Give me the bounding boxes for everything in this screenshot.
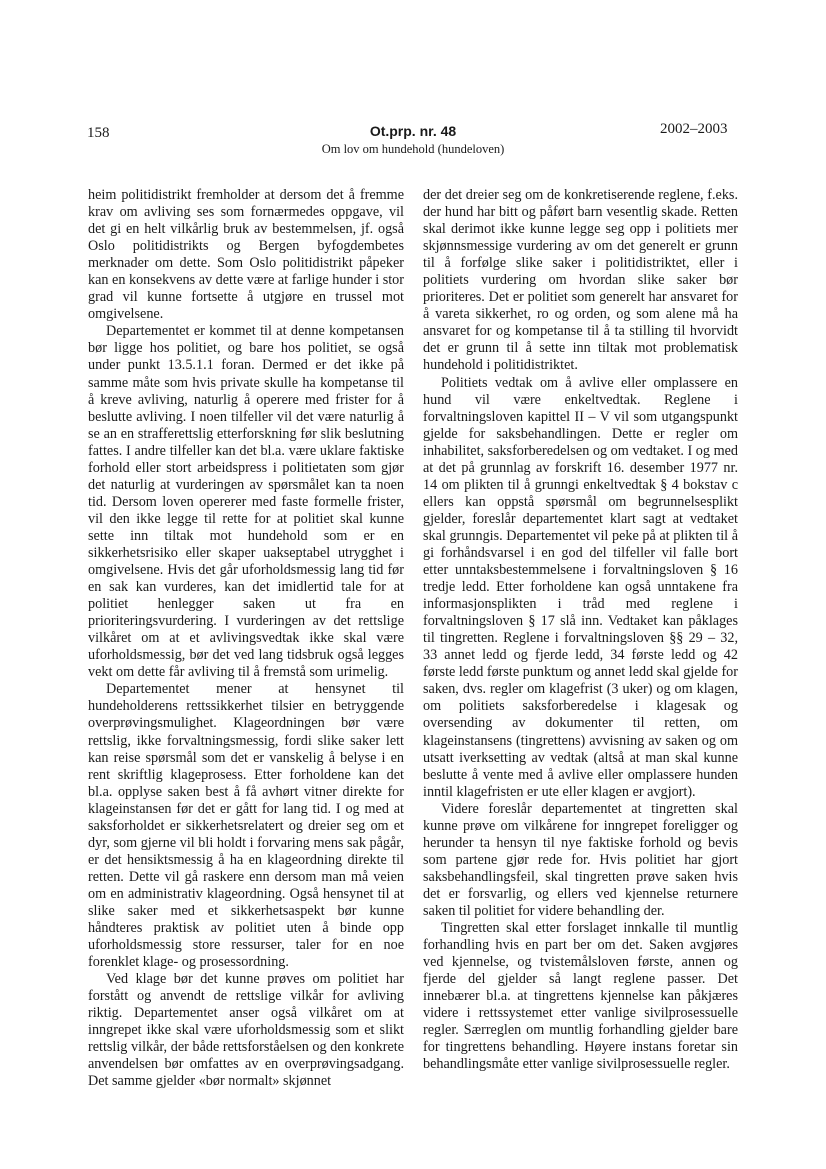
session-years: 2002–2003 (660, 121, 728, 137)
right-column (423, 187, 738, 1073)
paragraph: Ved klage bør det kunne prøves om politiet har forstått og anvendt de rettslige vilkår for avliving riktig. Departementet anser også vilkåret om at inngrepet ikke skal være uforholdsmessig som et slikt rettslig vilkår, der både rettsforståelsen og den konkrete anvendelsen bør omfattes av en overprøvingsadgang. Det samme gjelder «bør normalt» skjønnet (88, 971, 404, 1090)
paragraph: Politiets vedtak om å avlive eller omplassere en hund vil være enkeltvedtak. Reglene i forvaltningsloven kapittel II – V vil som utgangspunkt gjelde for saksbehandlingen. Dette er regler om inhabilitet, saksforberedelsen og om vedtaket. I og med at det på grunnlag av forskrift 16. desember 1977 nr. 14 om plikten til å grunngi enkeltvedtak § 4 bokstav c ellers kan oppstå spørsmål om begrunnelsesplikt gjelder, foreslår departementet klart sagt at vedtaket skal grunngis. Departementet vil peke på at plikten til å gi forhåndsvarsel i en god del tilfeller vil falle bort etter unntaksbestemmelsene i forvaltningsloven § 16 tredje ledd. Etter forholdene kan også unntakene fra informasjonsplikten i tråd med reglene i forvaltningsloven § 17 slå inn. Vedtaket kan påklages til tingretten. Reglene i forvaltningsloven §§ 29 – 32, 33 annet ledd og fjerde ledd, 34 første ledd og 42 første ledd første punktum og annet ledd skal gjelde for saken, dvs. regler om klagefrist (3 uker) og om klagen, om politiets saksforberedelse i klagesak og oversending av dokumenter til retten, om klageinstansens (tingrettens) avvisning av saken og om utsatt iverksetting av vedtak (altså at man skal kunne beslutte å vente med å avlive eller omplassere hunden inntil klagefristen er ute eller klagen er avgjort). (423, 374, 738, 800)
page-number: 158 (87, 125, 110, 141)
paragraph: Videre foreslår departementet at tingretten skal kunne prøve om vilkårene for inngrepet foreligger og herunder ta hensyn til nye faktiske forhold og bevis som partene gjør rede for. Hvis politiet har gjort saksbehandlingsfeil, skal tingretten prøve saken hvis det er forsvarlig, og ellers ved kjennelse returnere saken til politiet for videre behandling der. (423, 800, 738, 919)
document-subtitle: Om lov om hundehold (hundeloven) (321, 142, 505, 156)
paragraph: Tingretten skal etter forslaget innkalle til muntlig forhandling hvis en part ber om det. Saken avgjøres ved kjennelse, og tvistemålsloven første, annen og fjerde del gjelder så langt reglene passer. Det innebærer bl.a. at tingrettens kjennelse kan påkjæres videre i rettssystemet etter vanlige sivilprosessuelle regler. Særreglen om muntlig forhandling gjelder bare for tingrettens behandling. Høyere instans foretar sin behandlingsmåte etter vanlige sivilprosessuelle regler. (423, 920, 738, 1073)
left-column (88, 187, 404, 1090)
paragraph: Departementet er kommet til at denne kompetansen bør ligge hos politiet, og bare hos politiet, se også under punkt 13.5.1.1 foran. Dermed er det ikke på samme måte som hvis private skulle ha kompetanse til å kreve avliving, naturlig å operere med frister for å beslutte avliving. I noen tilfeller vil det være naturlig å se an en strafferettslig etterforskning før slik beslutning fattes. I andre tilfeller kan det bl.a. være uklare faktiske forhold eller stort arbeidspress i politietaten som gjør det naturlig at vurderingen av spørsmålet kan ta noen tid. Dersom loven opererer med faste formelle frister, vil den ikke legge til rette for at politiet skal kunne sette inn tiltak mot hundehold som er en sikkerhetsrisiko eller skaper uakseptabel utrygghet i omgivelsene. Hvis det går uforholdsmessig lang tid før en sak kan vurderes, kan det imidlertid tale for at politiet henlegger saken ut fra en prioriteringsvurdering. I vurderingen av det rettslige vilkåret om at et avlivingsvedtak ikke skal være uforholdsmessig, bør det ved lang tidsbruk også legges vekt om dette får avliving til å fremstå som urimelig. (88, 323, 404, 681)
page-header (0, 0, 826, 170)
paragraph: der det dreier seg om de konkretiserende reglene, f.eks. der hund har bitt og påført barn vesentlig skade. Retten skal derimot ikke kunne legge seg opp i politiets mer skjønnsmessige vurdering av om det generelt er grunn til å forfølge slike saker i politidistriktet, eller i politiets vurdering om hvordan slike saker bør prioriteres. Det er politiet som generelt har ansvaret for å vareta sikkerhet, ro og orden, og som alene må ha ansvaret for og kompetanse til å ta stilling til hvorvidt det er grunn til å sette inn tiltak mot problematisk hundehold i politidistriktet. (423, 187, 738, 374)
paragraph: heim politidistrikt fremholder at dersom det å fremme krav om avliving ses som fornærmedes oppgave, vil det gi en helt vilkårlig bruk av bestemmelsen, jf. også Oslo politidistrikts og Bergen byfogdembetes merknader om dette. Som Oslo politidistrikt påpeker kan en konsekvens av dette være at farlige hunder i stor grad vil kunne fortsette å utgjøre en trussel mot omgivelsene. (88, 187, 404, 323)
paragraph: Departementet mener at hensynet til hundeholderens rettssikkerhet tilsier en betryggende overprøvingsmulighet. Klageordningen bør være rettslig, ikke forvaltningsmessig, fordi slike saker lett kan reise spørsmål som det er vanskelig å belyse i en rent skriftlig klageprosess. Etter forholdene kan det bl.a. opplyse saken best å få avhørt vitner direkte for klageinstansen før det er gått for lang tid. I og med at saksforholdet er sikkerhetsrelatert og dreier seg om et dyr, som gjerne vil bli holdt i forvaring mens sak pågår, er det hensiktsmessig å ha en klageordning direkte til retten. Dette vil gå raskere enn dersom man må veien om en administrativ klageordning. Også hensynet til at slike saker med et sikkerhetsaspekt bør kunne håndteres praktisk av politiet uten å binde opp uforholdsmessig store ressurser, taler for en noe forenklet klage- og prosessordning. (88, 681, 404, 971)
document-id: Ot.prp. nr. 48 (369, 123, 457, 139)
